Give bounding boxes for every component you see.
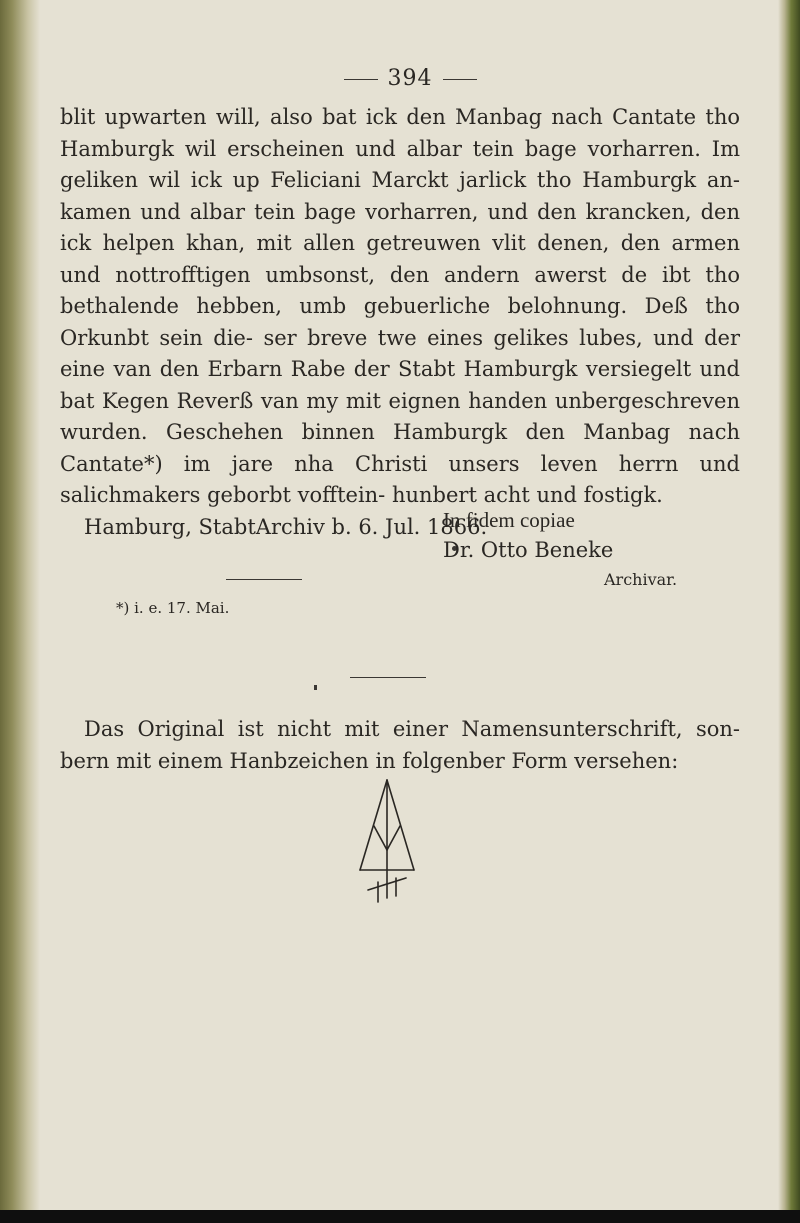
footnote: *) i. e. 17. Mai. [116,599,230,617]
section-rule [350,677,426,678]
signer-name: Dr. Otto Beneke [443,538,614,562]
letter-line: Rabe der Stabt Hamburgk versiegelt und bat Kegen Reverß [60,357,740,413]
bottom-border [0,1210,800,1223]
left-page-edge [0,0,40,1210]
page-number-dash-left [344,79,378,80]
letter-line: Christi unsers leven herrn und salichmakers geborbt vofftein- [60,451,741,507]
letter-line: nottrofftigen umbsonst, den andern awerst de ibt tho bethalende [60,262,740,318]
letter-line: blit upwarten will, also bat ick den Manbag nach Cantate tho [60,105,740,129]
letter-line: binnen Hamburgk den Manbag nach Cantate*) im jare nha [60,420,740,476]
mark-left-leg [360,780,387,870]
letter-paragraph [60,102,740,512]
letter-line: hebben, umb gebuerliche belohnung. Deß tho Orkunbt sein die- [60,294,740,350]
letter-line: ser breve twe eines gelikes lubes, und der eine van den Erbarn [60,325,741,381]
mark-right-inner [387,826,400,850]
letter-line: ick helpen khan, mit allen getreuwen vlit denen, den armen und [60,231,740,287]
signer-title: Archivar. [604,570,678,589]
remark-line: Das Original ist nicht mit einer Namensunterschrift, son- [84,717,740,741]
letter-line: hunbert acht und fostigk. [391,483,663,507]
remark-line: bern mit einem Hanbzeichen in folgenber Form versehen: [60,748,679,773]
page-number-dash-right [443,79,477,80]
letter-line: van my mit eignen handen unbergeschreven wurden. Geschehen [60,388,740,444]
page-number [300,66,520,91]
letter-line: geliken wil ick up Feliciani Marckt jarlick tho Hamburgk an- [60,168,740,192]
letter-line: Hamburgk wil erscheinen und albar tein bage vorharren. Im [60,136,740,161]
in-fidem-copiae: In fidem copiae [443,508,575,532]
mark-right-leg [387,780,414,870]
ink-speck [314,685,317,690]
hand-sign-mark [356,778,418,910]
page-number-text: 394 [387,66,433,91]
letter-body [60,102,740,543]
letter-line: kamen und albar tein bage vorharren, und den krancken, den [60,199,740,224]
remark-paragraph [60,714,740,777]
footnote-rule [226,579,302,580]
place-date: Hamburg, StabtArchiv b. 6. Jul. 1866. [84,514,488,539]
mark-left-inner [374,826,387,850]
right-page-edge [778,0,800,1223]
remark-text [60,714,740,777]
